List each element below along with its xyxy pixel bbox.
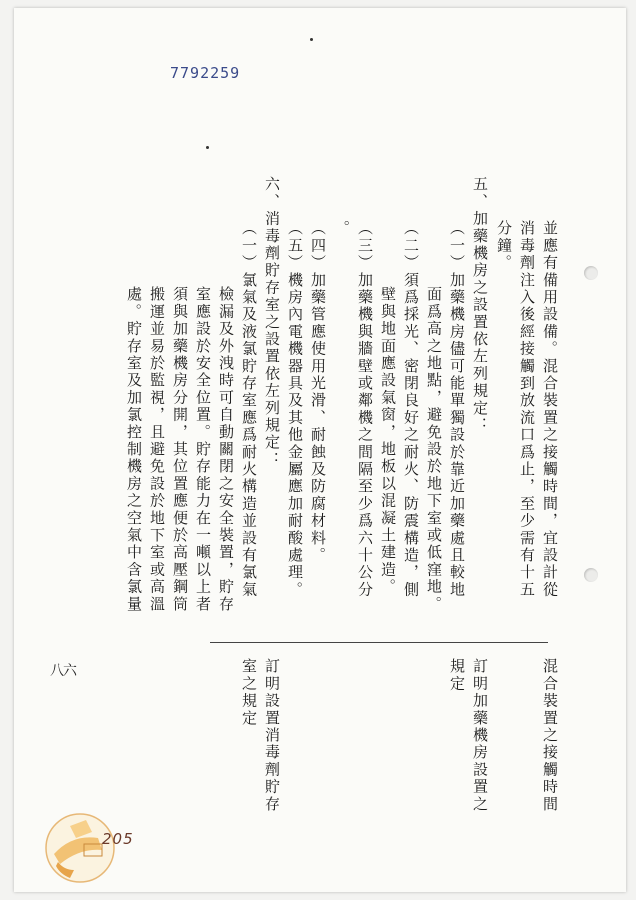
- handwritten-note: 205: [102, 830, 134, 848]
- text-column: 面爲高之地點，避免設於地下室或低窪地。: [425, 286, 443, 613]
- text-column: （一）加藥機房儘可能單獨設於靠近加藥處且較地: [448, 220, 466, 599]
- text-column: （三）加藥機與牆壁或鄰機之間隔至少爲六十公分: [356, 220, 374, 599]
- margin-note: 規定: [448, 658, 466, 693]
- text-column: 須與加藥機房分開，其位置應便於高壓鋼筒: [171, 286, 189, 613]
- text-column: 搬運並易於監視，且避免設於地下室或高溫: [148, 286, 166, 613]
- text-column: 六、消毒劑貯存室之設置依左列規定：: [263, 176, 281, 469]
- text-column: （五）機房內電機器具及其他金屬應加耐酸處理。: [286, 220, 304, 599]
- section-divider: [210, 642, 548, 643]
- ink-dot: [206, 146, 209, 149]
- text-column: 分鐘。: [495, 220, 513, 272]
- text-column: 消毒劑注入後經接觸到放流口爲止，至少需有十五: [518, 220, 536, 599]
- text-column: （二）須爲採光、密閉良好之耐火、防震構造，側: [402, 220, 420, 599]
- page-number: 八六: [50, 663, 76, 679]
- stamp-number: 7792259: [170, 64, 241, 82]
- text-column: 。: [333, 220, 351, 238]
- margin-note: 混合裝置之接觸時間: [541, 658, 559, 813]
- text-column: 壁與地面應設氣窗，地板以混凝土建造。: [379, 286, 397, 596]
- text-column: 並應有備用設備。混合裝置之接觸時間，宜設計從: [541, 220, 559, 599]
- margin-note: 室之規定: [240, 658, 258, 727]
- margin-note: 訂明設置消毒劑貯存: [263, 658, 281, 813]
- text-column: 檢漏及外洩時可自動關閉之安全裝置，貯存: [217, 286, 235, 613]
- margin-note: 訂明加藥機房設置之: [471, 658, 489, 813]
- text-column: （一）氯氣及液氯貯存室應爲耐火構造並設有氯氣: [240, 220, 258, 599]
- text-column: （四）加藥管應使用光滑、耐蝕及防腐材料。: [309, 220, 327, 564]
- punch-hole: [584, 266, 598, 280]
- text-column: 處。貯存室及加氯控制機房之空氣中含氯量: [125, 286, 143, 613]
- ink-dot: [310, 38, 313, 41]
- document-page: [14, 8, 626, 892]
- text-column: 室應設於安全位置。貯存能力在一噸以上者: [194, 286, 212, 613]
- punch-hole: [584, 568, 598, 582]
- text-column: 五、加藥機房之設置依左列規定：: [471, 176, 489, 434]
